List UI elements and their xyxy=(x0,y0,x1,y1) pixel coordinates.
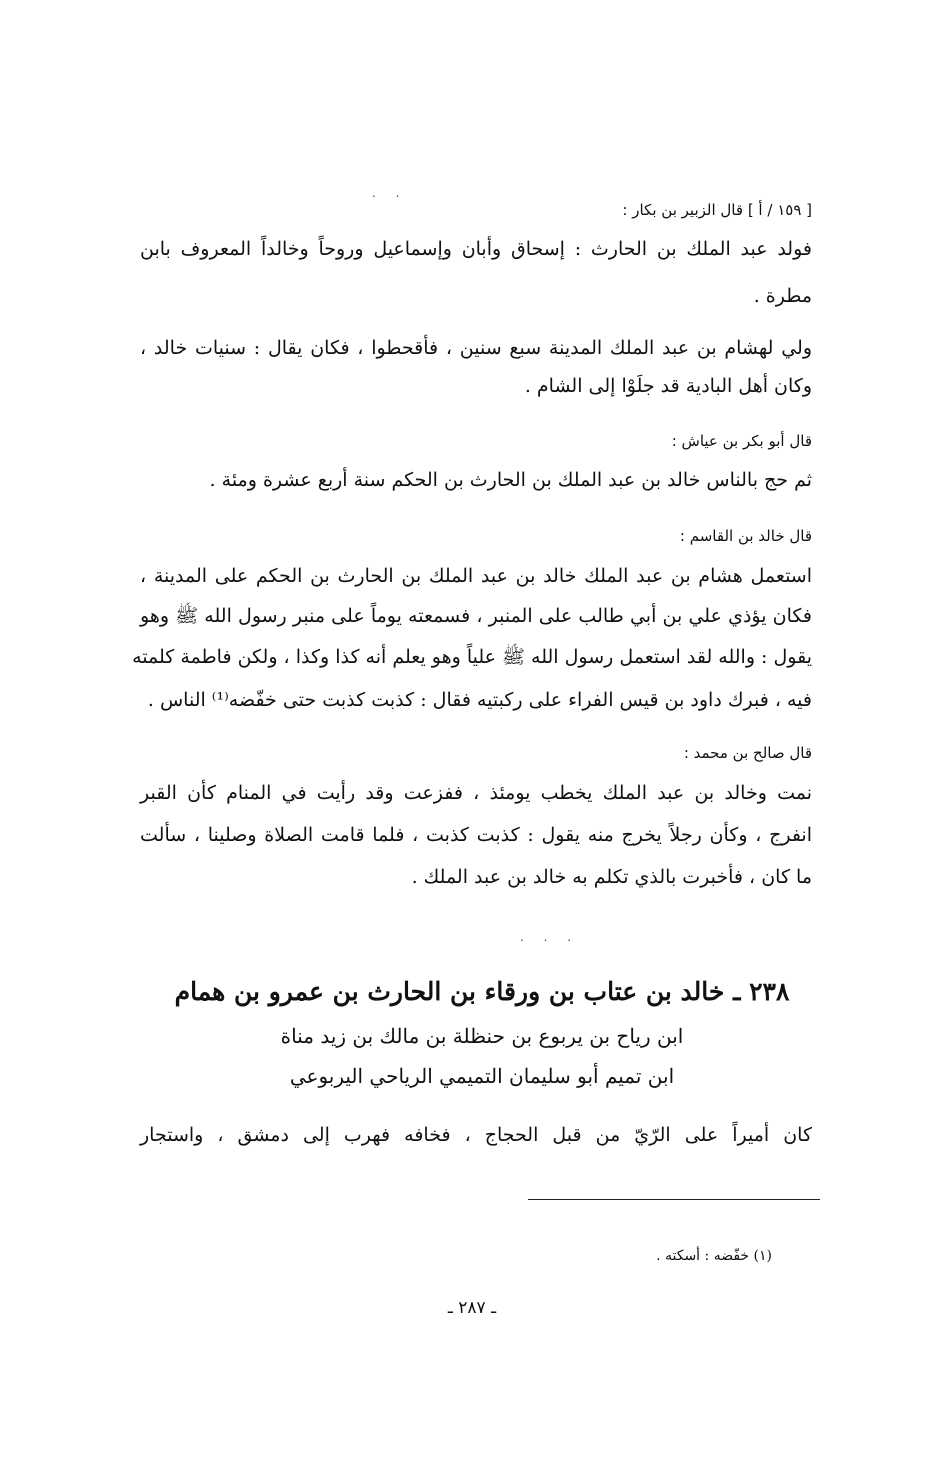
body-line: فيه ، فبرك داود بن قيس الفراء على ركبتيه فقال : كذبت كذبت حتى خفّضه⁽¹⁾ الناس . xyxy=(147,689,812,711)
body-line: مطرة . xyxy=(753,285,812,307)
body-line: وكان أهل البادية قد جلَوْا إلى الشام . xyxy=(524,375,812,397)
footnote: (١) خفّضه : أسكته . xyxy=(656,1248,772,1264)
body-line: ولي لهشام بن عبد الملك المدينة سبع سنين ، فأقحطوا ، فكان يقال : سنيات خالد ، xyxy=(140,337,812,359)
body-line: ثم حج بالناس خالد بن عبد الملك بن الحارث بن الحكم سنة أربع عشرة ومئة . xyxy=(209,469,812,491)
section-divider-dots: . . . xyxy=(520,930,580,944)
body-line: ما كان ، فأخبرت بالذي تكلم به خالد بن عبد الملك . xyxy=(411,866,812,888)
source-attribution: [ ١٥٩ / أ ] قال الزبير بن بكار : xyxy=(622,201,812,219)
entry-heading: ٢٣٨ ـ خالد بن عتاب بن ورقاء بن الحارث بن عمرو بن همام xyxy=(174,977,790,1006)
entry-heading-lineage: ابن رياح بن يربوع بن حنظلة بن مالك بن زيد مناة xyxy=(280,1024,684,1048)
body-line: يقول : والله لقد استعمل رسول الله ﷺ علياً وهو يعلم أنه كذا وكذا ، ولكن فاطمة كلمته xyxy=(132,646,812,668)
source-attribution: قال خالد بن القاسم : xyxy=(679,527,812,545)
source-attribution: قال أبو بكر بن عياش : xyxy=(671,432,812,450)
entry-heading-lineage: ابن تميم أبو سليمان التميمي الرياحي اليربوعي xyxy=(289,1064,675,1088)
footnote-rule xyxy=(528,1199,820,1200)
body-line: كان أميراً على الرّيّ من قبل الحجاج ، فخافه فهرب إلى دمشق ، واستجار xyxy=(140,1124,812,1146)
body-line: فولد عبد الملك بن الحارث : إسحاق وأبان وإسماعيل وروحاً وخالداً المعروف بابن xyxy=(140,238,812,260)
body-line: استعمل هشام بن عبد الملك خالد بن عبد الملك بن الحارث بن الحكم على المدينة ، xyxy=(140,565,812,587)
page-number: ـ ٢٨٧ ـ xyxy=(447,1298,497,1318)
source-attribution: قال صالح بن محمد : xyxy=(683,744,812,762)
body-line: نمت وخالد بن عبد الملك يخطب يومئذ ، ففزعت وقد رأيت في المنام كأن القبر xyxy=(140,782,812,804)
body-line: فكان يؤذي علي بن أبي طالب على المنبر ، فسمعته يوماً على منبر رسول الله ﷺ وهو xyxy=(140,605,812,627)
ornament-dots-top: . . xyxy=(372,186,408,200)
body-line: انفرج ، وكأن رجلاً يخرج منه يقول : كذبت كذبت ، فلما قامت الصلاة وصلينا ، سألت xyxy=(140,824,812,846)
